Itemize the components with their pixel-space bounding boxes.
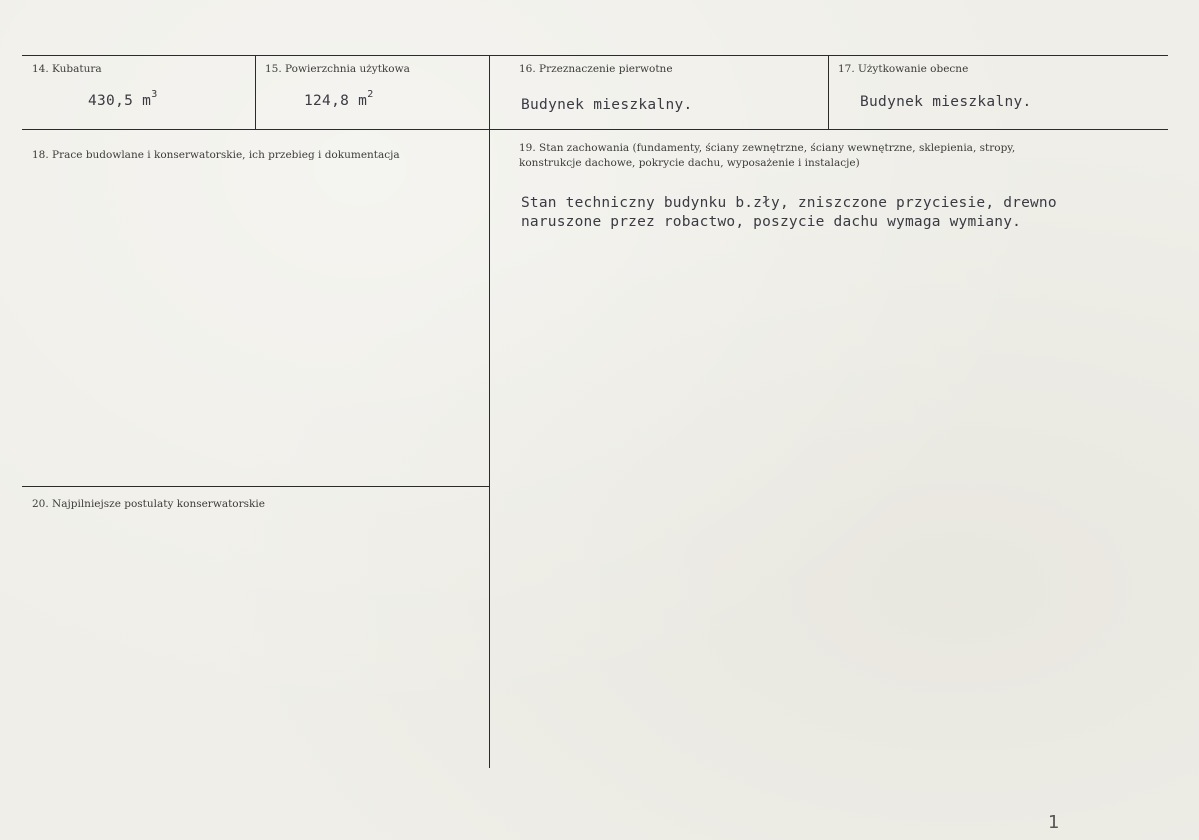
powierzchnia-value-text: 124,8 m — [304, 92, 368, 109]
uzytkowanie-value: Budynek mieszkalny. — [860, 94, 1032, 110]
kubatura-unit-exponent: 3 — [151, 89, 158, 100]
stan-zachowania-label-line2: konstrukcje dachowe, pokrycie dachu, wyposażenie i instalacje) — [519, 157, 860, 169]
divider-18-20 — [22, 486, 489, 487]
stan-zachowania-text-line2: naruszone przez robactwo, poszycie dachu wymaga wymiany. — [521, 214, 1022, 230]
stan-zachowania-text-line1: Stan techniczny budynku b.zły, zniszczone przyciesie, drewno — [521, 195, 1057, 211]
powierzchnia-value — [304, 91, 374, 109]
stan-zachowania-label — [519, 141, 1015, 171]
top-rule — [22, 55, 1168, 56]
kubatura-label: 14. Kubatura — [32, 63, 102, 75]
postulaty-label: 20. Najpilniejsze postulaty konserwatorskie — [32, 498, 265, 510]
uzytkowanie-label: 17. Użytkowanie obecne — [838, 63, 969, 75]
divider-center — [489, 55, 490, 768]
przeznaczenie-label: 16. Przeznaczenie pierwotne — [519, 63, 673, 75]
corner-handwritten-mark: 1 — [1048, 812, 1060, 833]
stan-zachowania-text — [521, 194, 1057, 232]
powierzchnia-label: 15. Powierzchnia użytkowa — [265, 63, 410, 75]
divider-14-15 — [255, 55, 256, 130]
divider-16-17 — [828, 55, 829, 130]
prace-budowlane-label: 18. Prace budowlane i konserwatorskie, ich przebieg i dokumentacja — [32, 149, 400, 161]
kubatura-value — [88, 91, 158, 109]
powierzchnia-unit-exponent: 2 — [367, 89, 374, 100]
kubatura-value-text: 430,5 m — [88, 92, 152, 109]
row1-bottom-rule — [22, 129, 1168, 130]
przeznaczenie-value: Budynek mieszkalny. — [521, 97, 693, 113]
stan-zachowania-label-line1: 19. Stan zachowania (fundamenty, ściany zewnętrzne, ściany wewnętrzne, sklepienia, stropy, — [519, 142, 1016, 154]
